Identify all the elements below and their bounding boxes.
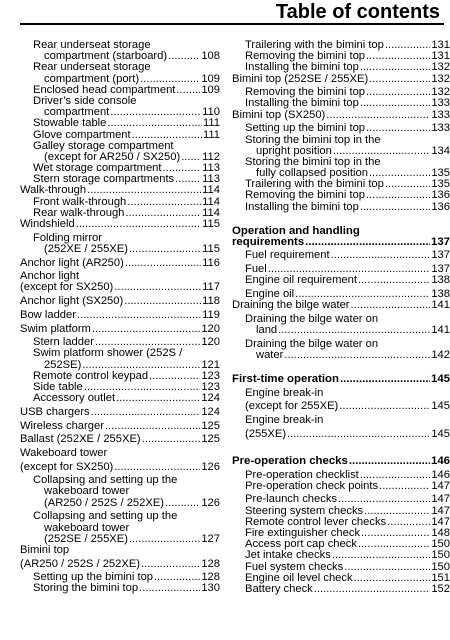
toc-entry-page: 114 (202, 206, 220, 219)
toc-entry-title: Removing the bimini top (245, 86, 366, 99)
toc-entry-title: Pre-operation check points (245, 479, 379, 492)
toc-entry-title: Fuel system checks (245, 560, 344, 573)
toc-entry[interactable] (20, 296, 220, 307)
toc-column-left (20, 40, 220, 595)
toc-entry-title: (252SE / 255XE) (44, 532, 128, 545)
dot-leader (360, 62, 431, 73)
toc-entry-title: Pre-launch checks (245, 493, 338, 506)
toc-entry-page: 123 (201, 369, 220, 382)
dot-leader (87, 185, 201, 196)
toc-entry[interactable] (20, 511, 220, 522)
toc-entry-page: 135 (431, 178, 450, 191)
dot-leader (349, 456, 430, 467)
toc-entry-title: Wakeboard tower (20, 446, 108, 459)
toc-entry[interactable] (20, 523, 220, 534)
dot-leader (114, 282, 201, 293)
toc-entry-title: Wireless charger (20, 419, 104, 432)
page-title: Table of contents (275, 1, 440, 23)
toc-entry-title: Stern storage compartments (33, 173, 175, 186)
toc-entry-page: 113 (202, 173, 220, 186)
toc-entry-page: 134 (431, 144, 450, 157)
toc-entry[interactable] (232, 325, 450, 336)
toc-entry-title: Bimini top (252SE / 255XE) (232, 72, 369, 85)
toc-entry-page: 131 (431, 39, 450, 51)
toc-entry-page: 119 (202, 308, 220, 321)
toc-entry-title: Rear underseat storage (33, 39, 151, 51)
toc-entry-title: Steering system checks (245, 504, 364, 517)
toc-entry[interactable] (232, 550, 450, 561)
toc-entry-page: 137 (431, 249, 450, 262)
toc-entry-title: Engine oil requirement (245, 274, 357, 287)
dot-leader (107, 118, 202, 129)
toc-entry[interactable] (20, 421, 220, 432)
dot-leader (354, 573, 431, 584)
toc-entry-page: 110 (202, 106, 220, 119)
toc-entry-title: Installing the bimini top (245, 97, 359, 110)
toc-entry-page: 133 (431, 108, 450, 121)
toc-entry-title: Bow ladder (20, 308, 76, 321)
dot-leader (331, 250, 431, 261)
toc-entry-page: 137 (430, 235, 450, 248)
toc-entry-title: Installing the bimini top (245, 200, 359, 213)
toc-entry[interactable] (20, 393, 220, 404)
toc-entry-page: 130 (201, 582, 220, 595)
toc-entry-title: Trailering with the bimini top (245, 178, 384, 191)
dot-leader (127, 197, 201, 208)
dot-leader (366, 87, 430, 98)
toc-entry[interactable] (232, 388, 450, 399)
toc-entry-page: 150 (431, 560, 450, 573)
toc-entry[interactable] (232, 494, 450, 505)
toc-entry[interactable] (232, 584, 450, 595)
toc-entry-title: Anchor light (AR250) (20, 256, 124, 269)
toc-entry-page: 146 (430, 454, 450, 467)
page-header (20, 0, 444, 25)
toc-entry-page: 116 (202, 256, 220, 269)
toc-entry-title: Rear underseat storage (33, 61, 151, 74)
toc-entry[interactable] (20, 324, 220, 335)
toc-entry-page: 118 (202, 295, 220, 308)
toc-entry-page: 113 (202, 162, 220, 175)
dot-leader (154, 572, 200, 583)
toc-entry-page: 124 (201, 392, 220, 405)
dot-leader (142, 434, 201, 445)
toc-entry-title: Fuel (245, 263, 267, 276)
toc-entry-page: 147 (431, 479, 450, 492)
dot-leader (369, 74, 430, 85)
dot-leader (76, 219, 201, 230)
toc-entry-page: 146 (431, 468, 450, 481)
toc-entry-title: Draining the bilge water on (245, 337, 379, 350)
toc-entry[interactable] (20, 434, 220, 445)
toc-entry[interactable] (20, 282, 220, 293)
toc-entry-title: Accessory outlet (33, 392, 116, 405)
toc-entry[interactable] (20, 545, 220, 556)
toc-entry-title: Setting up the bimini top (245, 122, 366, 135)
toc-entry-title: water (256, 348, 284, 361)
dot-leader (361, 528, 430, 539)
toc-entry-page: 145 (431, 427, 450, 440)
toc-entry[interactable] (20, 348, 220, 359)
toc-entry-title: Galley storage compartment (33, 139, 174, 152)
toc-entry[interactable] (232, 123, 450, 134)
dot-leader (385, 40, 430, 51)
dot-leader (116, 393, 200, 404)
toc-entry-title: Setting up the bimini top (33, 571, 154, 584)
toc-entry-title: Swim platform shower (252S / (33, 347, 183, 360)
toc-entry-title: (except for 255XE) (245, 400, 339, 413)
dot-leader (351, 300, 431, 311)
dot-leader (344, 562, 430, 573)
toc-entry-page: 114 (202, 184, 220, 197)
toc-entry-title: compartment (port) (44, 72, 140, 85)
toc-entry-title: Enclosed head compartment (33, 83, 176, 96)
dot-leader (125, 258, 201, 269)
toc-entry-title: Remote control keypad (33, 369, 149, 382)
dot-leader (339, 401, 430, 412)
toc-entry-page: 127 (201, 532, 220, 545)
toc-entry-page: 121 (201, 358, 220, 371)
toc-entry-page: 126 (201, 496, 220, 509)
dot-leader (305, 237, 430, 248)
toc-entry-title: Engine break-in (245, 386, 324, 399)
toc-entry-title: (AR250 / 252S / 252XE) (44, 496, 165, 509)
toc-entry-page: 135 (431, 167, 450, 180)
toc-entry-title: Front walk-through (33, 195, 127, 208)
toc-entry-title: Fire extinguisher check (245, 527, 361, 540)
dot-leader (287, 429, 430, 440)
toc-entry-page: 131 (431, 50, 450, 63)
toc-entry[interactable] (20, 583, 220, 594)
toc-entry[interactable] (232, 300, 450, 311)
toc-entry-title: (AR250 / 252S / 252XE) (20, 557, 141, 570)
toc-entry-title: Bimini top (SX250) (232, 108, 326, 121)
toc-entry-title: Storing the bimini top in the (245, 155, 381, 168)
dot-leader (149, 371, 200, 382)
toc-entry-title: (252XE / 255XE) (44, 242, 128, 255)
dot-leader (366, 190, 430, 201)
dot-leader (141, 559, 200, 570)
toc-entry-title: Fuel requirement (245, 249, 330, 262)
toc-entry-title: Storing the bimini top (33, 582, 139, 595)
dot-leader (332, 550, 431, 561)
toc-entry-page: 142 (431, 348, 450, 361)
toc-entry[interactable] (232, 275, 450, 286)
toc-entry[interactable] (20, 486, 220, 497)
toc-entry-title: (except for SX250) (20, 281, 114, 294)
toc-entry-page: 132 (431, 72, 450, 85)
dot-leader (366, 51, 430, 62)
toc-entry-page: 150 (431, 538, 450, 551)
toc-entry-page: 125 (201, 419, 220, 432)
toc-entry-title: First-time operation (232, 372, 339, 385)
toc-entry-page: 120 (201, 336, 220, 349)
toc-entry-title: Wet storage compartment (33, 162, 162, 175)
toc-entry-page: 115 (202, 218, 220, 230)
toc-entry[interactable] (20, 498, 220, 509)
toc-entry[interactable] (232, 456, 450, 467)
toc-entry[interactable] (232, 481, 450, 492)
toc-entry-page: 120 (201, 322, 220, 335)
toc-entry-page: 138 (431, 274, 450, 287)
toc-entry[interactable] (20, 448, 220, 459)
dot-leader (110, 107, 201, 118)
toc-entry-page: 114 (202, 195, 220, 208)
toc-entry-title: Swim platform (20, 322, 91, 335)
toc-entry[interactable] (20, 62, 220, 73)
dot-leader (278, 325, 430, 336)
toc-entry[interactable] (232, 429, 450, 440)
toc-entry-page: 148 (431, 527, 450, 540)
toc-entry-title: Windshield (20, 218, 75, 230)
toc-entry-page: 123 (201, 380, 220, 393)
dot-leader (139, 583, 200, 594)
toc-entry[interactable] (232, 250, 450, 261)
toc-entry[interactable] (232, 202, 450, 213)
toc-entry-page: 108 (201, 50, 220, 63)
toc-entry-title: 252SE) (44, 358, 82, 371)
toc-entry-page: 145 (431, 400, 450, 413)
toc-entry-page: 132 (431, 86, 450, 99)
toc-entry-title: requirements (232, 235, 305, 248)
toc-entry[interactable] (20, 244, 220, 255)
toc-entry-title: Anchor light (20, 270, 80, 283)
toc-entry[interactable] (20, 185, 220, 196)
toc-entry-page: 128 (201, 571, 220, 584)
toc-entry[interactable] (20, 407, 220, 418)
dot-leader (326, 110, 430, 121)
dot-leader (385, 179, 430, 190)
dot-leader (114, 462, 200, 473)
toc-entry-title: Collapsing and setting up the (33, 510, 178, 523)
toc-entry[interactable] (232, 98, 450, 109)
toc-entry-page: 147 (431, 515, 450, 528)
toc-entry-page: 109 (201, 83, 220, 96)
toc-entry-title: Pre-operation checks (232, 454, 348, 467)
toc-entry[interactable] (232, 190, 450, 201)
dot-leader (175, 174, 201, 185)
toc-entry-page: 115 (202, 242, 220, 255)
toc-entry-page: 117 (202, 281, 220, 294)
toc-entry[interactable] (232, 74, 450, 85)
dot-leader (340, 374, 430, 385)
toc-entry-page: 151 (431, 571, 450, 584)
toc-entry-page: 147 (431, 504, 450, 517)
toc-entry-title: Collapsing and setting up the (33, 474, 178, 487)
toc-entry-page: 111 (202, 117, 220, 130)
dot-leader (105, 421, 200, 432)
toc-entry-title: upright position (256, 144, 332, 157)
dot-leader (387, 517, 430, 528)
toc-entry[interactable] (20, 462, 220, 473)
dot-leader (124, 296, 201, 307)
toc-entry-page: 137 (431, 263, 450, 276)
dot-leader (176, 85, 200, 96)
toc-entry-page: 133 (431, 122, 450, 135)
dot-leader (129, 534, 200, 545)
toc-entry-title: Stowable table (33, 117, 107, 130)
toc-entry-title: fully collapsed position (256, 167, 368, 180)
toc-entry-title: wakeboard tower (44, 521, 130, 534)
dot-leader (366, 123, 430, 134)
toc-entry-page: 138 (431, 288, 450, 301)
toc-entry[interactable] (20, 258, 220, 269)
toc-entry-page: 141 (431, 299, 450, 312)
toc-entry[interactable] (232, 62, 450, 73)
toc-entry-title: Access port cap check (245, 538, 357, 551)
toc-entry[interactable] (232, 135, 450, 146)
dot-leader (314, 584, 431, 595)
toc-entry-page: 111 (202, 128, 220, 141)
dot-leader (125, 208, 201, 219)
toc-entry-title: (except for AR250 / SX250) (44, 150, 181, 163)
toc-entry-title: Trailering with the bimini top (245, 39, 384, 51)
dot-leader (358, 275, 430, 286)
dot-leader (360, 202, 431, 213)
dot-leader (129, 244, 201, 255)
dot-leader (284, 350, 430, 361)
toc-entry-title: Removing the bimini top (245, 189, 366, 202)
toc-entry-title: Walk-through (20, 184, 87, 197)
toc-entry-page: 133 (431, 97, 450, 110)
toc-entry-page: 141 (431, 324, 450, 337)
toc-entry-title: (255XE) (245, 427, 287, 440)
toc-entry[interactable] (232, 374, 450, 385)
toc-entry-title: Pre-operation checklist (245, 468, 359, 481)
toc-entry-page: 126 (201, 460, 220, 473)
toc-entry[interactable] (20, 118, 220, 129)
toc-entry-title: Rear walk-through (33, 206, 125, 219)
dot-leader (358, 539, 430, 550)
toc-entry-title: Jet intake checks (245, 549, 331, 562)
toc-entry-title: Engine oil (245, 288, 295, 301)
dot-leader (379, 481, 430, 492)
toc-entry-page: 132 (431, 61, 450, 74)
dot-leader (168, 51, 200, 62)
toc-entry-page: 125 (201, 433, 220, 446)
toc-entry-title: Folding mirror (33, 231, 103, 244)
toc-entry-page: 128 (201, 557, 220, 570)
toc-entry-page: 124 (201, 405, 220, 418)
toc-entry-title: Draining the bilge water on (245, 312, 379, 325)
toc-entry-title: Removing the bimini top (245, 50, 366, 63)
toc-entry-title: Draining the bilge water (232, 299, 350, 312)
toc-entry-title: (except for SX250) (20, 460, 114, 473)
toc-entry-title: wakeboard tower (44, 485, 130, 498)
toc-entry-title: Remote control lever checks (245, 515, 387, 528)
dot-leader (338, 494, 430, 505)
toc-entry[interactable] (232, 350, 450, 361)
toc-entry-page: 150 (431, 549, 450, 562)
dot-leader (77, 310, 201, 321)
toc-entry-title: land (256, 324, 278, 337)
toc-entry-title: Side table (33, 380, 83, 393)
toc-entry-title: compartment (44, 106, 110, 119)
toc-entry-title: USB chargers (20, 405, 90, 418)
toc-entry-title: Operation and handling (232, 224, 360, 237)
toc-entry[interactable] (232, 110, 450, 121)
dot-leader (360, 98, 431, 109)
dot-leader (91, 407, 201, 418)
toc-entry-title: Glove compartment (33, 128, 131, 141)
toc-entry-title: Storing the bimini top in the (245, 133, 381, 146)
toc-entry[interactable] (20, 130, 220, 141)
toc-entry-title: Stern ladder (33, 336, 94, 349)
toc-entry[interactable] (232, 401, 450, 412)
toc-entry[interactable] (20, 559, 220, 570)
toc-entry-title: Anchor light (SX250) (20, 295, 124, 308)
toc-entry-page: 152 (431, 582, 450, 595)
toc-column-right (232, 40, 450, 595)
toc-entry-title: Engine break-in (245, 414, 324, 427)
toc-entry-title: Ballast (252XE / 255XE) (20, 433, 141, 446)
toc-entry[interactable] (20, 310, 220, 321)
toc-entry[interactable] (232, 237, 450, 248)
toc-entry-title: Installing the bimini top (245, 61, 359, 74)
toc-entry-page: 147 (431, 493, 450, 506)
toc-entry-page: 112 (202, 150, 220, 163)
toc-entry-title: Driver’s side console (33, 94, 137, 107)
toc-entry-page: 136 (431, 200, 450, 213)
toc-entry-page: 109 (201, 72, 220, 85)
toc-entry-page: 136 (431, 189, 450, 202)
toc-entry-page: 145 (430, 372, 450, 385)
toc-entry-title: Engine oil level check (245, 571, 353, 584)
toc-entry-title: Bimini top (20, 543, 70, 556)
dot-leader (165, 498, 200, 509)
dot-leader (92, 324, 200, 335)
dot-leader (181, 152, 201, 163)
toc-entry-title: compartment (starboard) (44, 50, 168, 63)
toc-entry[interactable] (20, 219, 220, 230)
toc-entry-title: Battery check (245, 582, 313, 595)
toc-entry[interactable] (232, 415, 450, 426)
